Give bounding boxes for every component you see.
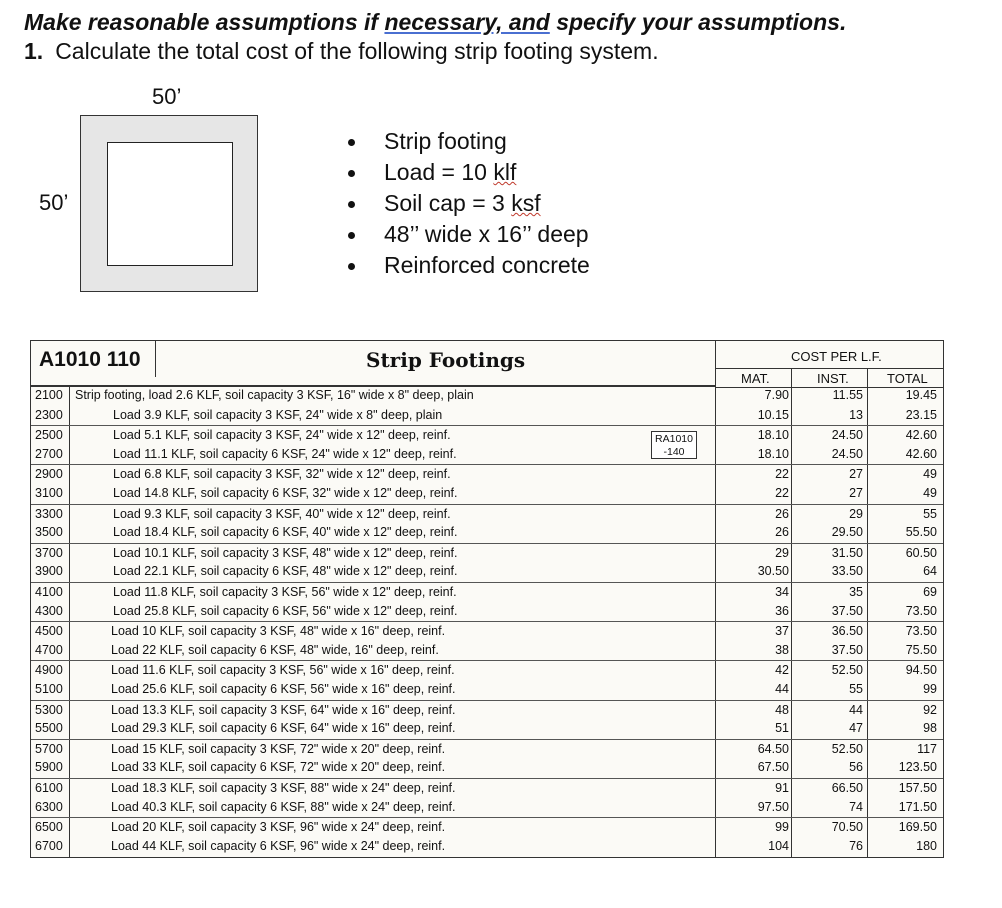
row-mat-cost: 10.15 <box>757 407 789 422</box>
row-inst-cost: 74 <box>849 799 863 814</box>
row-total-cost: 99 <box>923 682 937 696</box>
row-inst-cost: 66.50 <box>831 781 863 795</box>
row-mat-cost: 44 <box>775 682 789 696</box>
col-header-mat: MAT. <box>741 371 770 386</box>
row-inst-cost: 56 <box>849 760 863 775</box>
row-code: 5900 <box>35 760 63 775</box>
row-total-cost: 123.50 <box>898 760 937 775</box>
question-text: Calculate the total cost of the following strip footing system. <box>55 38 659 64</box>
row-total-cost: 171.50 <box>898 799 937 814</box>
row-description: Load 10 KLF, soil capacity 3 KSF, 48" wide x 16" deep, reinf. <box>111 624 446 639</box>
row-description: Load 18.3 KLF, soil capacity 3 KSF, 88" wide x 24" deep, reinf. <box>111 781 456 795</box>
row-description: Load 20 KLF, soil capacity 3 KSF, 96" wide x 24" deep, reinf. <box>111 820 446 835</box>
row-mat-cost: 48 <box>775 702 789 717</box>
table-row <box>31 386 943 406</box>
row-mat-cost: 67.50 <box>757 760 789 775</box>
row-inst-cost: 29.50 <box>831 525 863 540</box>
row-total-cost: 64 <box>923 564 937 579</box>
table-row <box>31 582 943 603</box>
table-row <box>31 504 943 525</box>
row-inst-cost: 37.50 <box>831 603 863 618</box>
table-row <box>31 660 943 681</box>
row-mat-cost: 38 <box>775 642 789 657</box>
row-code: 4300 <box>35 603 63 618</box>
row-code: 5300 <box>35 702 63 717</box>
spec-item: Soil cap = 3 ksf <box>342 188 590 219</box>
table-row <box>31 837 943 857</box>
row-inst-cost: 52.50 <box>831 663 863 678</box>
row-description: Load 11.8 KLF, soil capacity 3 KSF, 56" wide x 12" deep, reinf. <box>113 585 457 599</box>
table-row <box>31 621 943 642</box>
row-mat-cost: 51 <box>775 721 789 736</box>
row-description: Load 11.1 KLF, soil capacity 6 KSF, 24" wide x 12" deep, reinf. <box>113 446 457 461</box>
row-total-cost: 42.60 <box>905 428 937 443</box>
row-code: 5100 <box>35 682 63 696</box>
spec-item: Strip footing <box>342 126 590 157</box>
table-row <box>31 641 943 661</box>
row-total-cost: 55 <box>923 506 937 521</box>
table-row <box>31 739 943 760</box>
row-mat-cost: 104 <box>768 838 789 853</box>
cost-per-lf-header: COST PER L.F. <box>791 349 882 364</box>
table-header-divider <box>155 341 161 377</box>
row-description: Load 5.1 KLF, soil capacity 3 KSF, 24" wide x 12" deep, reinf. <box>113 428 451 443</box>
row-inst-cost: 36.50 <box>831 624 863 639</box>
col-header-total: TOTAL <box>887 371 928 386</box>
cost-header-rule <box>715 368 943 369</box>
row-inst-cost: 27 <box>849 467 863 482</box>
row-total-cost: 94.50 <box>905 663 937 678</box>
row-description: Load 14.8 KLF, soil capacity 6 KSF, 32" wide x 12" deep, reinf. <box>113 486 458 500</box>
row-inst-cost: 13 <box>849 407 863 422</box>
col-header-inst: INST. <box>817 371 849 386</box>
row-total-cost: 92 <box>923 702 937 717</box>
row-mat-cost: 29 <box>775 545 789 560</box>
table-row <box>31 680 943 700</box>
underlined-phrase: necessary, and <box>384 9 550 35</box>
diagram-left-dimension: 50’ <box>39 190 69 215</box>
footing-outline-inner <box>107 142 233 266</box>
row-total-cost: 69 <box>923 585 937 599</box>
table-row <box>31 445 943 465</box>
row-code: 4700 <box>35 642 63 657</box>
table-row <box>31 406 943 426</box>
spec-item: 48’’ wide x 16’’ deep <box>342 219 590 250</box>
row-code: 2700 <box>35 446 63 461</box>
row-mat-cost: 18.10 <box>757 428 789 443</box>
row-inst-cost: 70.50 <box>831 820 863 835</box>
row-code: 4100 <box>35 585 63 599</box>
row-code: 6100 <box>35 781 63 795</box>
row-code: 2500 <box>35 428 63 443</box>
row-total-cost: 60.50 <box>905 545 937 560</box>
table-row <box>31 758 943 778</box>
row-description: Load 22.1 KLF, soil capacity 6 KSF, 48" wide x 12" deep, reinf. <box>113 564 458 579</box>
row-inst-cost: 35 <box>849 585 863 599</box>
reference-box: RA1010 -140 <box>651 431 697 459</box>
row-mat-cost: 22 <box>775 486 789 500</box>
row-total-cost: 49 <box>923 486 937 500</box>
row-mat-cost: 18.10 <box>757 446 789 461</box>
question-line <box>24 38 659 65</box>
row-inst-cost: 55 <box>849 682 863 696</box>
row-inst-cost: 24.50 <box>831 428 863 443</box>
row-total-cost: 75.50 <box>905 642 937 657</box>
diagram-top-dimension: 50’ <box>152 84 182 109</box>
row-total-cost: 180 <box>916 838 937 853</box>
row-total-cost: 19.45 <box>905 388 937 402</box>
row-description: Load 9.3 KLF, soil capacity 3 KSF, 40" wide x 12" deep, reinf. <box>113 506 451 521</box>
row-inst-cost: 44 <box>849 702 863 717</box>
row-mat-cost: 64.50 <box>757 741 789 756</box>
spec-item: Reinforced concrete <box>342 250 590 281</box>
table-title: Strip Footings <box>366 348 526 372</box>
row-inst-cost: 11.55 <box>832 388 863 402</box>
row-code: 2300 <box>35 407 63 422</box>
row-inst-cost: 33.50 <box>831 564 863 579</box>
row-description: Load 6.8 KLF, soil capacity 3 KSF, 32" wide x 12" deep, reinf. <box>113 467 451 482</box>
row-description: Load 15 KLF, soil capacity 3 KSF, 72" wide x 20" deep, reinf. <box>111 741 446 756</box>
row-description: Load 13.3 KLF, soil capacity 3 KSF, 64" wide x 16" deep, reinf. <box>111 702 456 717</box>
row-inst-cost: 52.50 <box>831 741 863 756</box>
row-mat-cost: 36 <box>775 603 789 618</box>
row-mat-cost: 91 <box>775 781 789 795</box>
row-code: 3100 <box>35 486 63 500</box>
row-description: Load 25.8 KLF, soil capacity 6 KSF, 56" wide x 12" deep, reinf. <box>113 603 458 618</box>
row-inst-cost: 37.50 <box>831 642 863 657</box>
row-description: Load 44 KLF, soil capacity 6 KSF, 96" wide x 24" deep, reinf. <box>111 838 446 853</box>
table-row <box>31 798 943 818</box>
instruction-text: Make reasonable assumptions if necessary, and specify your assumptions. <box>24 9 847 35</box>
table-row <box>31 817 943 838</box>
table-row <box>31 602 943 622</box>
row-mat-cost: 7.90 <box>764 388 789 402</box>
row-code: 5700 <box>35 741 63 756</box>
row-total-cost: 73.50 <box>905 603 937 618</box>
row-total-cost: 23.15 <box>905 407 937 422</box>
row-total-cost: 98 <box>923 721 937 736</box>
row-mat-cost: 99 <box>775 820 789 835</box>
row-total-cost: 49 <box>923 467 937 482</box>
row-total-cost: 157.50 <box>898 781 937 795</box>
row-code: 4500 <box>35 624 63 639</box>
row-description: Load 11.6 KLF, soil capacity 3 KSF, 56" wide x 16" deep, reinf. <box>111 663 455 678</box>
row-mat-cost: 34 <box>775 585 789 599</box>
row-total-cost: 169.50 <box>898 820 937 835</box>
row-description: Load 33 KLF, soil capacity 6 KSF, 72" wide x 20" deep, reinf. <box>111 760 446 775</box>
spec-item: Load = 10 klf <box>342 157 590 188</box>
row-mat-cost: 97.50 <box>757 799 789 814</box>
table-row <box>31 719 943 739</box>
row-mat-cost: 26 <box>775 506 789 521</box>
table-row <box>31 523 943 543</box>
row-mat-cost: 42 <box>775 663 789 678</box>
row-inst-cost: 47 <box>849 721 863 736</box>
table-row <box>31 484 943 504</box>
row-description: Strip footing, load 2.6 KLF, soil capacity 3 KSF, 16" wide x 8" deep, plain <box>75 388 474 402</box>
row-description: Load 25.6 KLF, soil capacity 6 KSF, 56" wide x 16" deep, reinf. <box>111 682 456 696</box>
row-total-cost: 117 <box>917 741 937 756</box>
row-code: 2100 <box>35 388 63 402</box>
table-row <box>31 778 943 799</box>
row-inst-cost: 31.50 <box>831 545 863 560</box>
table-row <box>31 562 943 582</box>
row-code: 3300 <box>35 506 63 521</box>
row-mat-cost: 30.50 <box>757 564 789 579</box>
row-mat-cost: 26 <box>775 525 789 540</box>
row-total-cost: 73.50 <box>905 624 937 639</box>
row-mat-cost: 22 <box>775 467 789 482</box>
row-inst-cost: 29 <box>849 506 863 521</box>
table-code: A1010 110 <box>39 348 141 371</box>
row-total-cost: 55.50 <box>905 525 937 540</box>
strip-footings-cost-table <box>30 340 944 858</box>
row-inst-cost: 27 <box>849 486 863 500</box>
row-code: 3500 <box>35 525 63 540</box>
table-row <box>31 543 943 564</box>
row-inst-cost: 76 <box>849 838 863 853</box>
row-description: Load 3.9 KLF, soil capacity 3 KSF, 24" wide x 8" deep, plain <box>113 407 443 422</box>
table-row <box>31 425 943 446</box>
row-mat-cost: 37 <box>775 624 789 639</box>
row-code: 2900 <box>35 467 63 482</box>
row-code: 3900 <box>35 564 63 579</box>
row-code: 3700 <box>35 545 63 560</box>
footing-spec-list <box>342 126 590 281</box>
row-code: 6300 <box>35 799 63 814</box>
row-total-cost: 42.60 <box>905 446 937 461</box>
row-code: 4900 <box>35 663 63 678</box>
question-number: 1. <box>24 38 44 64</box>
row-description: Load 18.4 KLF, soil capacity 6 KSF, 40" wide x 12" deep, reinf. <box>113 525 458 540</box>
row-description: Load 29.3 KLF, soil capacity 6 KSF, 64" wide x 16" deep, reinf. <box>111 721 456 736</box>
row-inst-cost: 24.50 <box>831 446 863 461</box>
row-code: 5500 <box>35 721 63 736</box>
row-description: Load 22 KLF, soil capacity 6 KSF, 48" wide, 16" deep, reinf. <box>111 642 439 657</box>
row-code: 6700 <box>35 838 63 853</box>
row-code: 6500 <box>35 820 63 835</box>
row-description: Load 10.1 KLF, soil capacity 3 KSF, 48" wide x 12" deep, reinf. <box>113 545 458 560</box>
table-row <box>31 700 943 721</box>
table-row <box>31 464 943 485</box>
row-description: Load 40.3 KLF, soil capacity 6 KSF, 88" wide x 24" deep, reinf. <box>111 799 456 814</box>
